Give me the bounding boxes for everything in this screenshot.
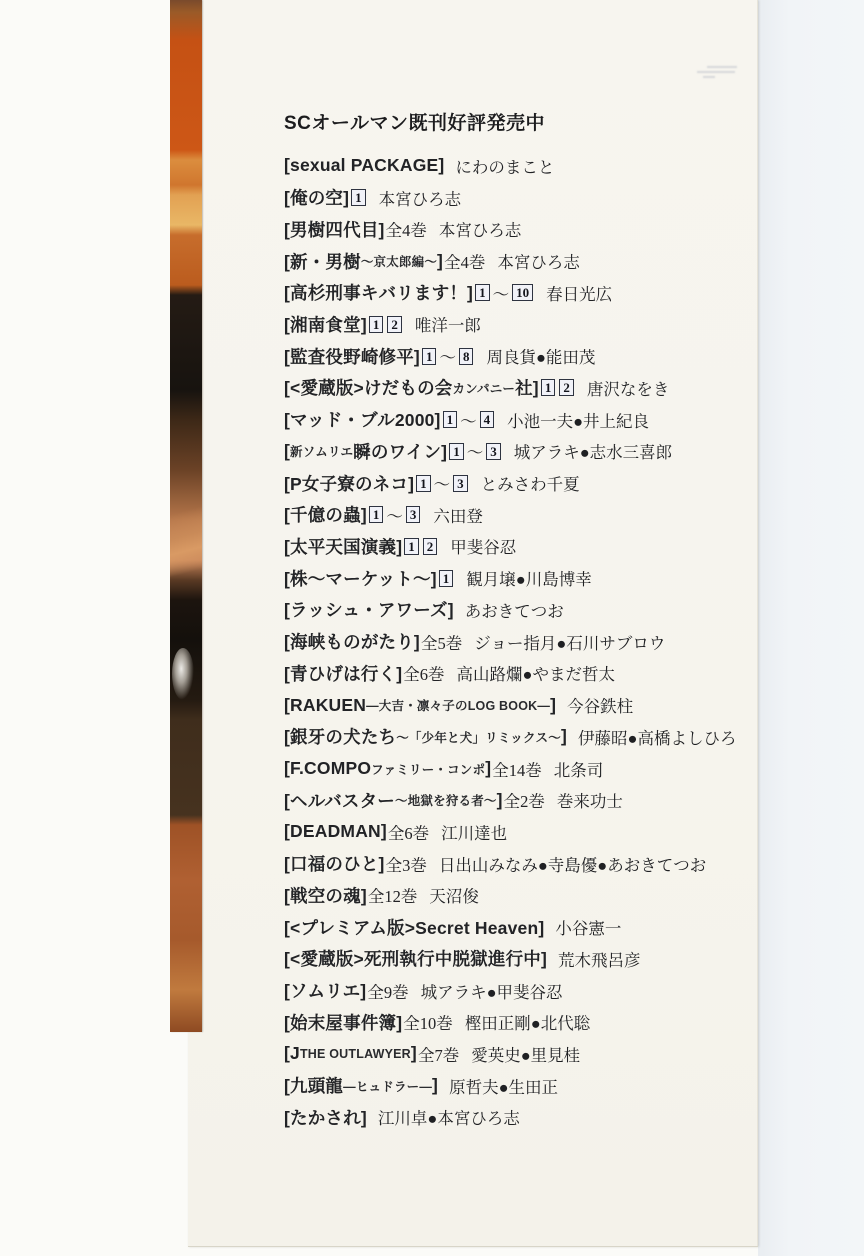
list-item (284, 943, 736, 975)
author-text: 小谷憲一 (555, 919, 622, 939)
author-text: 日出山みなみ●寺島優●あおきてつお (438, 855, 707, 875)
volume-box: 1 (351, 189, 366, 206)
volume-box: 3 (453, 475, 468, 492)
author-text: 六田登 (433, 506, 483, 526)
title-text: [口福のひと] (284, 854, 385, 875)
book-list (284, 112, 736, 1133)
title-text: [新・男樹 (284, 251, 361, 272)
title-text: 社] (515, 378, 539, 399)
volume-box: 1 (369, 506, 384, 523)
author-text: 今谷鉄柱 (567, 697, 634, 717)
author-text: 高山路爛●やまだ哲太 (456, 665, 615, 685)
list-item (284, 594, 736, 626)
title-text: [F.COMPO (284, 758, 372, 779)
title-text: ] (560, 726, 567, 747)
volume-text: 全9巻 (367, 982, 409, 1002)
title-text: ] (485, 758, 492, 779)
title-text: ] (410, 1043, 417, 1064)
volume-box: 1 (449, 443, 464, 460)
list-item (284, 784, 736, 816)
title-text: [たかされ] (284, 1107, 367, 1128)
title-text: [<愛蔵版>死刑執行中脱獄進行中] (284, 949, 547, 970)
title-subtext: THE OUTLAWYER (299, 1046, 411, 1061)
title-text: [<愛蔵版>けだもの会 (284, 378, 453, 399)
title-text: [戦空の魂] (284, 885, 367, 906)
title-text: [始末屋事件簿] (284, 1012, 403, 1033)
title-subtext: ―大吉・凛々子のLOG BOOK― (366, 699, 551, 714)
volume-text: 全2巻 (503, 792, 545, 812)
volume-text: 〜 (386, 506, 403, 526)
volume-box: 1 (422, 348, 437, 365)
list-item (284, 467, 736, 499)
volume-text: 全12巻 (367, 887, 418, 907)
volume-text: 全4巻 (385, 221, 427, 241)
volume-text: 全6巻 (387, 823, 430, 843)
author-text: とみさわ千夏 (480, 475, 580, 495)
list-item (284, 562, 736, 594)
volume-text: 全14巻 (492, 760, 542, 780)
volume-box: 1 (541, 379, 556, 396)
title-text: [<プレミアム版>Secret Heaven] (284, 917, 545, 938)
photo-leg-detail (170, 498, 202, 582)
volume-box: 1 (416, 475, 431, 492)
author-text: 本宮ひろ志 (497, 253, 580, 273)
volume-box: 3 (406, 506, 421, 523)
title-text: [ラッシュ・アワーズ] (284, 600, 454, 621)
list-item (284, 404, 736, 436)
volume-text: 全5巻 (420, 633, 463, 653)
volume-box: 1 (404, 538, 419, 555)
title-text: [J (284, 1043, 300, 1064)
author-text: 唯洋一郎 (414, 316, 481, 336)
author-text: 甲斐谷忍 (450, 538, 517, 558)
title-text: [sexual PACKAGE] (284, 155, 445, 176)
volume-text: 〜 (466, 443, 484, 463)
list-item (284, 1102, 736, 1134)
photo-shoe-highlight (172, 648, 194, 700)
title-text: [P女子寮のネコ] (284, 473, 415, 494)
list-item (284, 499, 736, 531)
volume-box: 2 (423, 538, 438, 555)
volume-text: 全6巻 (403, 665, 445, 685)
title-subtext: カンパニー (452, 381, 516, 396)
list-item (284, 689, 736, 721)
volume-text: 〜 (433, 475, 451, 495)
volume-box: 8 (459, 348, 474, 365)
list-item (284, 1038, 736, 1070)
title-text: [RAKUEN (284, 694, 367, 715)
title-subtext: 〜「少年と犬」リミックス〜 (396, 730, 561, 745)
volume-box: 1 (439, 570, 454, 587)
author-text: 樫田正剛●北代聡 (464, 1014, 591, 1034)
title-text: [ (284, 440, 291, 461)
volume-box: 4 (480, 411, 495, 428)
author-text: 天沼俊 (429, 887, 479, 907)
list-item (284, 816, 736, 848)
faint-stamp (697, 63, 741, 85)
title-text: [青ひげは行く] (284, 663, 403, 684)
author-text: 本宮ひろ志 (438, 221, 522, 241)
volume-box: 2 (387, 316, 402, 333)
list-item (284, 277, 736, 309)
title-text: 瞬のワイン] (353, 441, 448, 462)
title-subtext: 〜地獄を狩る者〜 (395, 794, 497, 809)
title-text: [株〜マーケット〜] (284, 568, 437, 589)
volume-text: 〜 (460, 411, 477, 431)
title-text: [ソムリエ] (284, 981, 367, 1002)
title-text: [男樹四代目] (284, 219, 385, 240)
volume-text: 全3巻 (385, 855, 427, 875)
title-text: [海峡ものがたり] (284, 632, 420, 653)
title-text: [銀牙の犬たち (284, 727, 397, 748)
list-item (284, 1006, 736, 1038)
title-text: [湘南食堂] (284, 314, 367, 335)
list-item (284, 721, 736, 753)
title-text: ] (550, 694, 557, 715)
author-text: 原哲夫●生田正 (449, 1077, 559, 1097)
list-item (284, 213, 736, 245)
author-text: 春日光広 (546, 284, 613, 304)
author-text: にわのまこと (455, 157, 555, 177)
volume-box: 1 (369, 316, 384, 333)
title-text: [太平天国演義] (284, 536, 403, 557)
list-item (284, 531, 736, 563)
author-text: 唐沢なをき (586, 379, 670, 399)
title-text: [監査役野崎修平] (284, 346, 420, 367)
title-text: [九頭龍 (284, 1076, 344, 1097)
list-item (284, 753, 736, 785)
title-subtext: 新ソムリエ (290, 445, 354, 460)
list-heading: SCオールマン既刊好評発売中 (284, 113, 546, 134)
volume-text: 〜 (439, 348, 456, 368)
title-text: ] (432, 1075, 439, 1096)
author-text: ジョー指月●石川サブロウ (474, 633, 666, 653)
volume-box: 3 (486, 443, 501, 460)
list-item (284, 150, 736, 182)
list-item (284, 182, 736, 214)
title-subtext: 〜京太郎編〜 (360, 255, 438, 270)
author-text: 周良貨●能田茂 (486, 348, 596, 368)
list-item (284, 435, 736, 467)
author-text: 観月壌●川島博幸 (466, 570, 592, 590)
title-text: [高杉刑事キバリます！] (284, 283, 474, 304)
volume-box: 1 (475, 284, 490, 301)
list-item (284, 880, 736, 912)
author-text: あおきてつお (464, 601, 564, 621)
volume-box: 1 (443, 411, 458, 428)
author-text: 城アラキ●甲斐谷忍 (420, 982, 563, 1002)
list-item (284, 1070, 736, 1102)
volume-box: 2 (559, 379, 574, 396)
author-text: 城アラキ●志水三喜郎 (513, 443, 673, 463)
author-text: 北条司 (553, 760, 604, 780)
list-item (284, 626, 736, 658)
title-text: ] (437, 250, 444, 271)
author-text: 小池一夫●井上紀良 (507, 411, 650, 431)
author-text: 巻来功士 (556, 792, 623, 812)
volume-box: 10 (512, 284, 533, 301)
title-subtext: ファミリー・コンポ (371, 762, 486, 777)
list-item (284, 245, 736, 277)
author-text: 本宮ひろ志 (378, 189, 462, 209)
author-text: 愛英史●里見桂 (471, 1045, 581, 1065)
list-item (284, 658, 736, 690)
title-text: [ヘルバスター (284, 790, 396, 811)
author-text: 伊藤昭●高橋よしひろ (578, 728, 737, 748)
author-text: 荒木飛呂彦 (558, 950, 641, 970)
title-text: [千億の蟲] (284, 505, 367, 526)
author-text: 江川卓●本宮ひろ志 (377, 1109, 520, 1129)
title-text: [マッド・ブル2000] (284, 410, 441, 431)
title-subtext: ―ヒュドラー― (343, 1079, 433, 1094)
volume-text: 全4巻 (444, 253, 486, 273)
title-text: [DEADMAN] (284, 821, 387, 842)
list-item (284, 372, 736, 404)
list-item (284, 309, 736, 341)
title-text: ] (496, 789, 503, 810)
title-list (284, 150, 736, 1133)
scanner-background (758, 0, 864, 1256)
list-item (284, 848, 736, 880)
volume-text: 全7巻 (417, 1045, 460, 1065)
volume-text: 全10巻 (403, 1014, 453, 1034)
list-item (284, 975, 736, 1007)
volume-text: 〜 (492, 284, 510, 304)
list-item (284, 340, 736, 372)
list-item (284, 911, 736, 943)
author-text: 江川達也 (441, 823, 508, 843)
title-text: [俺の空] (284, 188, 350, 209)
